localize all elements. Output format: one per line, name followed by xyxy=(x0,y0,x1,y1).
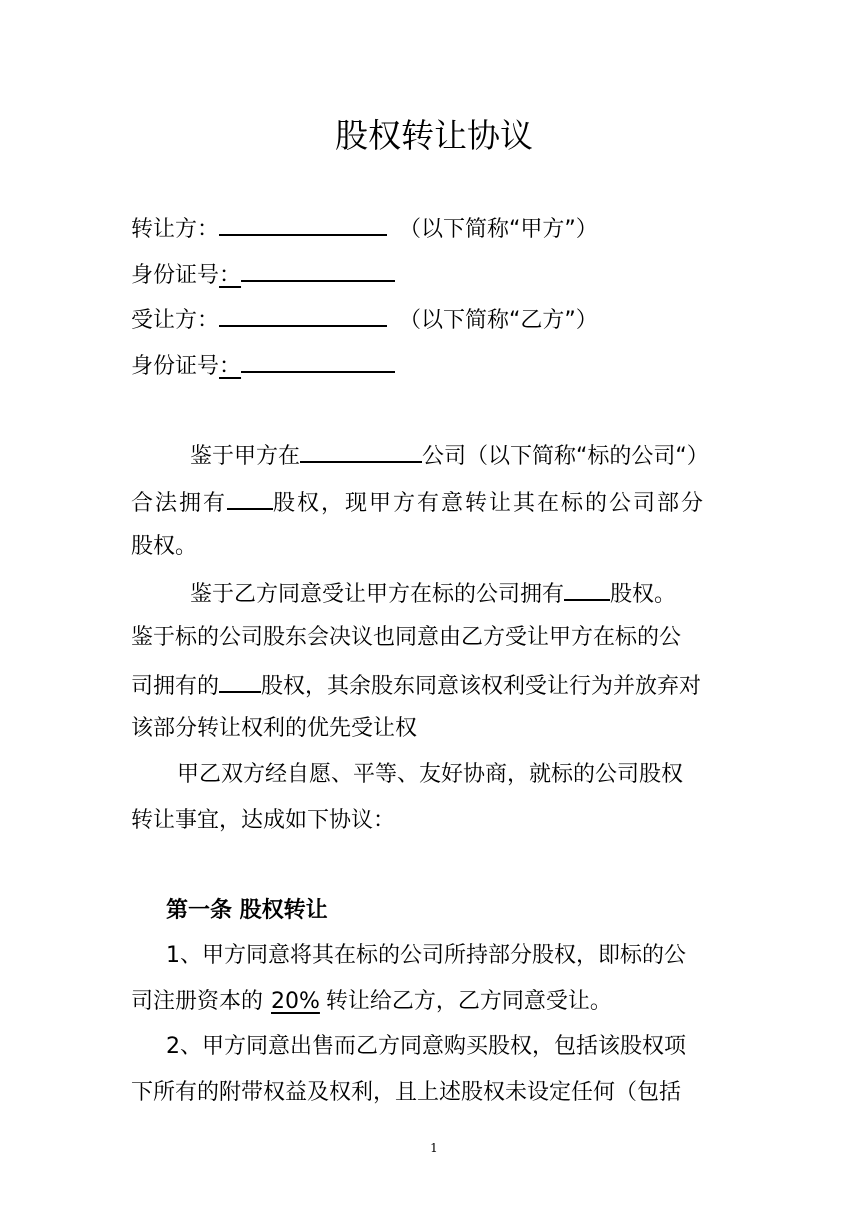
transferor-id-colon: ： xyxy=(219,263,242,288)
transferee-note: （以下简称“乙方”） xyxy=(399,308,598,333)
transferor-note: （以下简称“甲方”） xyxy=(399,217,598,242)
transferor-line xyxy=(131,212,598,245)
equity-share-blank[interactable] xyxy=(564,577,610,601)
recital-text: 股权，现甲方有意转让其在标的公司部分 xyxy=(273,491,706,516)
clause-text: 司注册资本的 xyxy=(131,989,264,1014)
recital-text: 公司（以下简称“标的公司“） xyxy=(422,444,709,469)
transferor-id-blank[interactable] xyxy=(241,258,395,282)
recital-text: 合法拥有 xyxy=(131,491,228,516)
recital-1-line-2 xyxy=(131,486,705,519)
equity-share-blank[interactable] xyxy=(227,486,273,510)
article-1-heading: 第一条 股权转让 xyxy=(166,898,328,923)
transferee-label: 受让方： xyxy=(131,308,220,333)
recital-text: 股权，其余股东同意该权利受让行为并放弃对 xyxy=(261,674,702,699)
page-number: 1 xyxy=(430,1141,438,1155)
recital-3-line-1: 鉴于标的公司股东会决议也同意由乙方受让甲方在标的公 xyxy=(131,625,682,650)
recital-text: 鉴于甲方在 xyxy=(190,444,301,469)
clause-1-line-2 xyxy=(131,987,612,1017)
company-name-blank[interactable] xyxy=(300,439,422,463)
recital-1-line-3: 股权。 xyxy=(131,534,198,559)
equity-share-blank[interactable] xyxy=(219,669,261,693)
recital-4-line-1: 甲乙双方经自愿、平等、友好协商，就标的公司股权 xyxy=(177,762,684,787)
equity-percentage: 20% xyxy=(271,989,320,1014)
clause-2-line-1: 2、甲方同意出售而乙方同意购买股权，包括该股权项 xyxy=(166,1034,686,1059)
transferee-id-colon: ： xyxy=(219,354,242,379)
document-title: 股权转让协议 xyxy=(335,116,533,155)
recital-1-line-1 xyxy=(190,439,709,472)
recital-3-line-2 xyxy=(131,669,701,702)
clause-2-line-2: 下所有的附带权益及权利，且上述股权未设定任何（包括 xyxy=(131,1080,682,1105)
recital-4-line-2: 转让事宜，达成如下协议： xyxy=(131,808,396,833)
recital-2-line xyxy=(190,577,676,610)
transferee-name-blank[interactable] xyxy=(219,303,387,327)
recital-text: 司拥有的 xyxy=(131,674,220,699)
transferor-name-blank[interactable] xyxy=(219,212,387,236)
clause-1-line-1: 1、甲方同意将其在标的公司所持部分股权，即标的公 xyxy=(166,943,686,968)
transferee-id-line xyxy=(131,349,395,382)
transferee-line xyxy=(131,303,598,336)
clause-text: 转让给乙方，乙方同意受让。 xyxy=(325,989,612,1014)
transferor-id-line xyxy=(131,258,395,291)
recital-3-line-3: 该部分转让权利的优先受让权 xyxy=(131,716,418,741)
transferee-id-label: 身份证号 xyxy=(131,354,220,379)
transferor-label: 转让方： xyxy=(131,217,220,242)
recital-text: 股权。 xyxy=(610,582,677,607)
transferor-id-label: 身份证号 xyxy=(131,263,220,288)
recital-text: 鉴于乙方同意受让甲方在标的公司拥有 xyxy=(190,582,565,607)
transferee-id-blank[interactable] xyxy=(241,349,395,373)
